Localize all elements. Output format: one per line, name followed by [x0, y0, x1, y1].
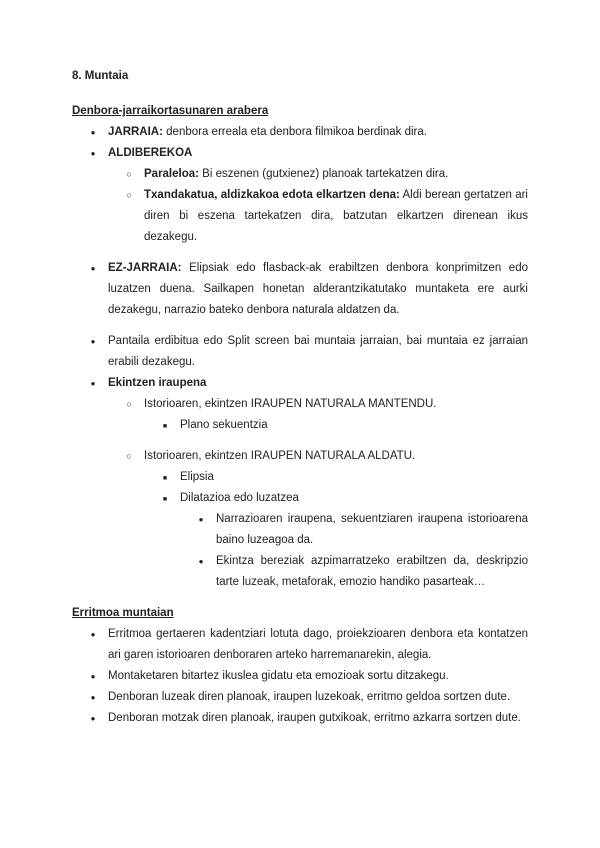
paraleloa-text: Bi eszenen (gutxienez) planoak tartekatzen dira.	[198, 168, 449, 180]
bullet-disc-icon	[88, 708, 98, 729]
list-item-paraleloa	[72, 164, 528, 185]
section-heading: 8. Muntaia	[72, 70, 129, 82]
list-item-mantendu	[72, 394, 528, 415]
list-item-elipsia	[72, 467, 528, 488]
list-item-ekintzen	[72, 373, 528, 394]
paraleloa-label: Paraleloa:	[144, 168, 199, 180]
bullet-disc-icon	[88, 122, 98, 143]
ekintzen-label: Ekintzen iraupena	[108, 377, 207, 389]
denbora-list	[72, 122, 528, 248]
subheading-erritmoa: Erritmoa muntaian	[72, 607, 174, 619]
list-item	[72, 708, 528, 729]
bullet-square-icon	[160, 415, 170, 437]
bullet-disc-icon	[88, 258, 98, 279]
bullet-disc-icon	[196, 509, 206, 530]
bullet-disc-icon	[88, 373, 98, 394]
bullet-circle-icon	[124, 164, 134, 185]
bullet-disc-icon	[88, 666, 98, 687]
erritmoa-item-text: Denboran luzeak diren planoak, iraupen luzekoak, erritmo geldoa sortzen dute.	[108, 691, 511, 703]
subheading-denbora: Denbora-jarraikortasunaren arabera	[72, 105, 269, 117]
ezjarraia-text: Elipsiak edo flasback-ak erabiltzen denbora konprimitzen edo luzatzen duena. Sailkapen honetan alderantzikatutako muntaketa ere aurki dezakegu, narrazio bateko denbora naturala aldatzen da.	[108, 262, 528, 316]
txandakatua-text: Aldi berean gertatzen ari diren bi eszena tartekatzen dira, batzutan elkartzen direnean ikus dezakegu.	[144, 189, 528, 243]
txandakatua-label: Txandakatua, aldizkakoa edota elkartzen dena:	[144, 189, 400, 201]
list-item-dilatazioa	[72, 488, 528, 509]
aldiberekoa-label: ALDIBEREKOA	[108, 147, 193, 159]
list-item-jarraia	[72, 122, 528, 143]
jarraia-text: denbora erreala eta denbora filmikoa berdinak dira.	[162, 126, 427, 138]
bullet-square-icon	[160, 467, 170, 489]
narrazioaren-text: Narrazioaren iraupena, sekuentziaren iraupena istorioarena baino luzeagoa da.	[216, 513, 528, 546]
list-item-plano	[72, 415, 528, 436]
erritmoa-item-text: Montaketaren bitartez ikuslea gidatu eta emozioak sortu ditzakegu.	[108, 670, 449, 682]
list-item	[72, 687, 528, 708]
bullet-square-icon	[160, 488, 170, 510]
document-page	[72, 66, 528, 729]
aldatu-text: Istorioaren, ekintzen IRAUPEN NATURALA ALDATU.	[144, 450, 416, 462]
list-item-aldiberekoa	[72, 143, 528, 164]
erritmoa-item-text: Erritmoa gertaeren kadentziari lotuta dago, proiekzioaren denbora eta kontatzen ari garen istorioaren denboraren arteko harremanarekin, alegia.	[108, 628, 528, 661]
list-item	[72, 666, 528, 687]
erritmoa-item-text: Denboran motzak diren planoak, iraupen gutxikoak, erritmo azkarra sortzen dute.	[108, 712, 521, 724]
bullet-disc-icon	[88, 331, 98, 352]
ekintza-text: Ekintza bereziak azpimarratzeko erabiltzen da, deskripzio tarte luzeak, metaforak, emozio handiko pasarteak…	[216, 555, 528, 588]
list-item-ekintza	[72, 551, 528, 593]
list-item	[72, 624, 528, 666]
mantendu-text: Istorioaren, ekintzen IRAUPEN NATURALA MANTENDU.	[144, 398, 437, 410]
aldatu-list	[72, 446, 528, 593]
list-item-txandakatua	[72, 185, 528, 248]
list-item-ezjarraia	[72, 258, 528, 321]
jarraia-label: JARRAIA:	[108, 126, 163, 138]
erritmoa-list	[72, 624, 528, 729]
list-item-aldatu	[72, 446, 528, 467]
ezjarraia-list	[72, 258, 528, 321]
pantaila-text: Pantaila erdibitua edo Split screen bai muntaia jarraian, bai muntaia ez jarraian erabili dezakegu.	[108, 335, 528, 368]
bullet-circle-icon	[124, 446, 134, 467]
bullet-disc-icon	[196, 551, 206, 572]
dilatazioa-text: Dilatazioa edo luzatzea	[180, 492, 299, 504]
elipsia-text: Elipsia	[180, 471, 214, 483]
bullet-disc-icon	[88, 624, 98, 645]
bullet-disc-icon	[88, 687, 98, 708]
bullet-circle-icon	[124, 394, 134, 415]
ezjarraia-label: EZ-JARRAIA:	[108, 262, 182, 274]
pantaila-list	[72, 331, 528, 436]
bullet-disc-icon	[88, 143, 98, 164]
list-item-narrazioaren	[72, 509, 528, 551]
list-item-pantaila	[72, 331, 528, 373]
bullet-circle-icon	[124, 185, 134, 206]
plano-text: Plano sekuentzia	[180, 419, 268, 431]
